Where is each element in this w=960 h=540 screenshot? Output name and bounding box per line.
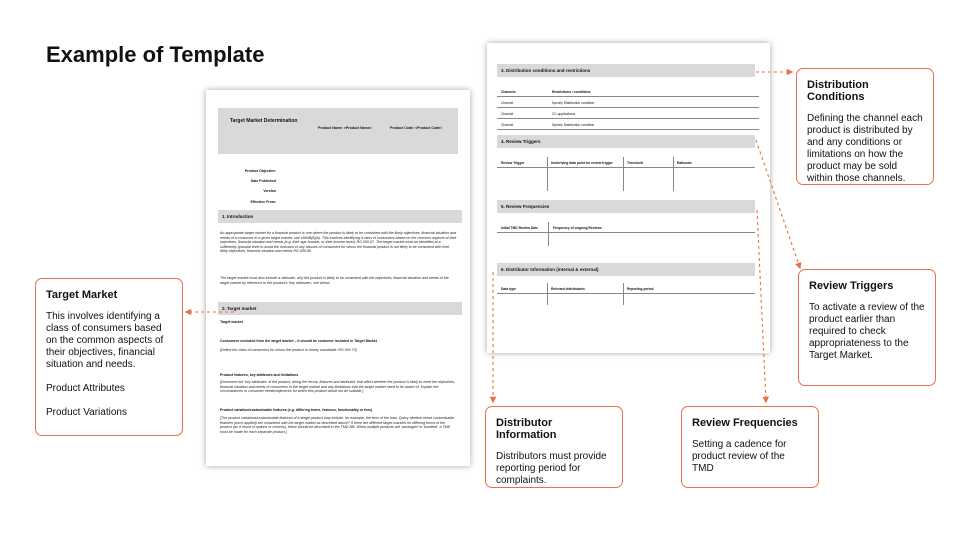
distribution-channel: Channel	[501, 101, 514, 105]
section-distributor-info-heading: 6. Distributor Information (internal & external)	[501, 267, 599, 272]
excluded-text: [Define the class of consumers for whom the product is clearly unsuitable: RG 000.73]	[220, 348, 357, 352]
ongoing-review-freq-col: Frequency of ongoing Reviews	[553, 226, 602, 230]
meta-effective-from: Effective From:	[250, 200, 276, 204]
tmd-title: Target Market Determination	[230, 118, 298, 124]
divider	[548, 222, 549, 246]
section-target-market-heading: 2. Target market	[222, 306, 257, 311]
callout-distributor-information-text: Distributors must provide reporting period for complaints.	[496, 451, 607, 486]
callout-review-frequencies-title: Review Frequencies	[692, 417, 798, 429]
section-review-triggers	[497, 135, 755, 148]
features-label: Product features, key attributes and limitations	[220, 373, 299, 377]
section-review-frequencies	[497, 200, 755, 213]
reporting-period-col: Reporting period	[627, 287, 654, 291]
tmd-page-2	[487, 43, 770, 353]
callout-distribution-conditions	[796, 68, 934, 185]
section-distributor-info	[497, 263, 755, 276]
intro-paragraph-2: The target market must also include a rationale, why the product is likely to be consistent with the objectives, financial situation and needs of the target market by reference to the product's 'key attributes', see below.	[220, 276, 449, 285]
variations-text: [The product variations/customisable features of a single product may include, for example, the term of the loan. Query whether these customisable features (once applied) are consistent with the target market as described above? If there are different target markets for differing forms of the product (as a result of options or choices), these should be described in the TMD NB. When multiple products are 'packaged' or 'bundled', a TMD must be made for each separate product.]	[220, 416, 455, 434]
intro-paragraph-1: An appropriate target market for a financial product is one where the product is likely to be consistent with the likely objectives, financial situation and needs of a consumer in a given target market: see s994B(8)(b). This involves identifying a class of consumers based on the common aspects of their objectives, financial situation and needs (e.g. their age bracket, or their income level): RG 000.67. The target market must be identified at a sufficiently granular level to avoid the inclusion of any classes of consumers for whom the financial product is not likely to be consistent with their likely objectives, financial situation and needs RG 000.88.	[220, 231, 457, 254]
section-introduction-heading: 1. Introduction	[222, 214, 254, 219]
callout-review-frequencies	[681, 406, 819, 488]
review-rationale-col: Rationale	[677, 161, 692, 165]
callout-review-triggers-text: To activate a review of the product earlier than required to check appropriateness to the Target Market.	[809, 302, 925, 361]
callout-distributor-information	[485, 406, 623, 488]
review-data-point-col: Underlying data point for review trigger	[551, 161, 613, 165]
callout-product-attributes: Product Attributes	[46, 383, 125, 394]
section-introduction	[218, 210, 462, 223]
meta-product-objective: Product Objective:	[244, 169, 276, 173]
review-trigger-col: Review Trigger	[501, 161, 525, 165]
callout-product-variations: Product Variations	[46, 407, 127, 418]
features-text: [Document the 'key attributes' of the product, being the 'terms, features and attributes' that affect whether the product is likely to meet the objectives, financial situation and needs of consumers in the target market and any limitations that the target market need to be aware of. Explain the circumstances or consumer needs/objectives for which this product would not be suitable.]	[220, 380, 456, 394]
callout-review-frequencies-text: Setting a cadence for product review of the TMD	[692, 439, 787, 474]
distribution-table-row	[497, 110, 759, 119]
divider	[497, 232, 755, 233]
section-target-market	[218, 302, 462, 315]
section-review-frequencies-heading: 5. Review Frequencies	[501, 204, 550, 209]
callout-target-market	[35, 278, 183, 436]
distribution-table-row	[497, 121, 759, 130]
callout-target-market-title: Target Market	[46, 289, 118, 301]
variations-label: Product variation/customisable features (e.g. differing terms, features, functionality or fees)	[220, 408, 373, 412]
divider	[497, 167, 755, 168]
callout-distribution-conditions-title: Distribution Conditions	[807, 79, 869, 103]
divider	[623, 157, 624, 191]
meta-version: Version	[263, 189, 276, 193]
divider	[623, 283, 624, 305]
distribution-channel: Channel	[501, 123, 514, 127]
callout-review-triggers	[798, 269, 936, 386]
product-code-field: Product Code: <Product Code>	[390, 126, 443, 130]
distribution-condition: Specify Distribution condition	[552, 101, 595, 105]
relevant-distributor-col: Relevant distributor/s	[551, 287, 585, 291]
slide-title: Example of Template	[46, 42, 265, 67]
divider	[547, 157, 548, 191]
callout-distributor-information-title: Distributor Information	[496, 417, 557, 441]
callout-distribution-conditions-text: Defining the channel each product is distributed by and any conditions or limitations on how the product may be sold within those channels.	[807, 113, 923, 184]
distribution-channel: Channel	[501, 112, 514, 116]
distribution-table-header	[497, 88, 759, 97]
divider	[673, 157, 674, 191]
meta-date-published: Date Published	[250, 179, 276, 183]
distribution-col-channels: Channels	[501, 90, 516, 94]
tmd-page-1	[206, 90, 470, 466]
divider	[497, 293, 755, 294]
callout-review-triggers-title: Review Triggers	[809, 280, 894, 292]
distribution-col-restrictions: Restrictions / conditions	[552, 90, 591, 94]
section-distribution	[497, 64, 755, 77]
product-name-field: Product Name: <Product Name>	[318, 126, 372, 130]
data-type-col: Data type	[501, 287, 516, 291]
initial-review-date-col: Initial TMD Review Date	[501, 226, 539, 230]
callout-target-market-text: This involves identifying a class of consumers based on the common aspects of their objectives, financial situation and needs.	[46, 311, 164, 370]
review-threshold-col: Threshold	[627, 161, 643, 165]
target-market-sub: Target market	[220, 320, 243, 324]
distribution-condition: Specify Distribution condition	[552, 123, 595, 127]
distribution-condition: CC applications	[552, 112, 576, 116]
tmd-header	[218, 108, 458, 154]
distribution-table-row	[497, 99, 759, 108]
section-distribution-heading: 3. Distribution conditions and restrictions	[501, 68, 591, 73]
section-review-triggers-heading: 4. Review Triggers	[501, 139, 541, 144]
excluded-label: Consumers excluded from the target market – it should be customer included in Target Market	[220, 339, 377, 343]
divider	[547, 283, 548, 305]
